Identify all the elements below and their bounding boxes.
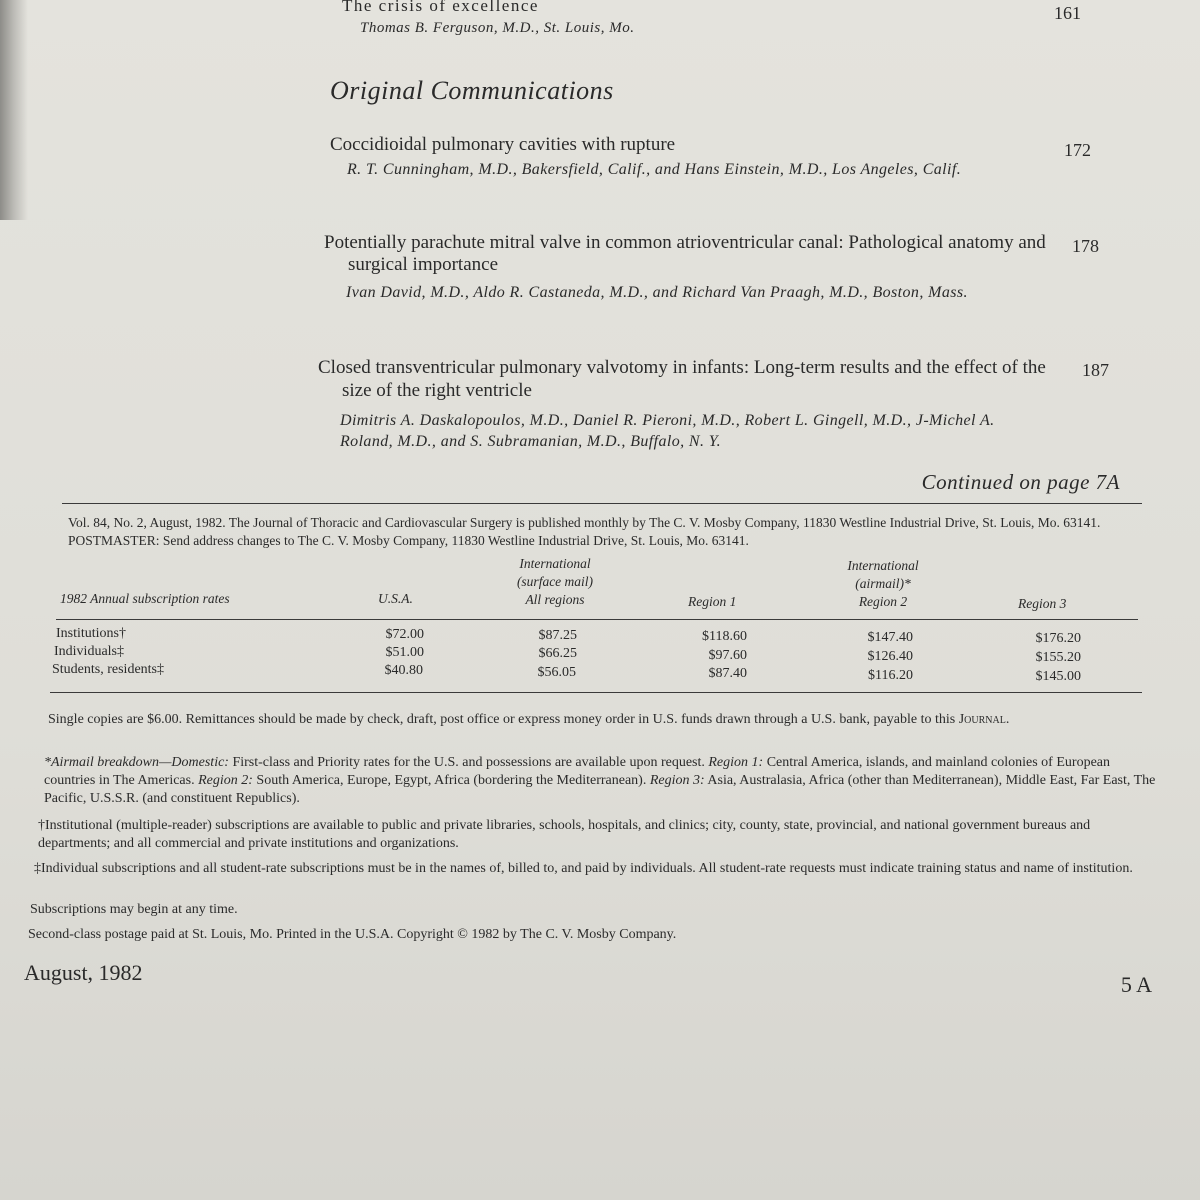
cell-region2: $126.40 bbox=[867, 649, 913, 664]
col-region3: Region 3 bbox=[1018, 596, 1067, 611]
table-bottom-rule bbox=[50, 692, 1142, 693]
col-intl-surface-line3: All regions bbox=[525, 592, 585, 607]
rates-caption: 1982 Annual subscription rates bbox=[60, 591, 230, 606]
article-2-authors: Ivan David, M.D., Aldo R. Castaneda, M.D., and Richard Van Praagh, M.D., Boston, Mass. bbox=[346, 284, 968, 301]
table-row-label: Institutions† bbox=[56, 626, 127, 641]
toc-top-page: 161 bbox=[1054, 3, 1081, 23]
section-heading: Original Communications bbox=[330, 76, 614, 105]
note-begin: Subscriptions may begin at any time. bbox=[30, 902, 238, 917]
article-2-title bbox=[324, 232, 1046, 276]
cell-usa: $72.00 bbox=[385, 627, 424, 642]
article-1-title: Coccidioidal pulmonary cavities with rupture bbox=[330, 134, 676, 155]
table-row-label: Individuals‡ bbox=[54, 644, 124, 659]
note-postage: Second-class postage paid at St. Louis, Mo. Printed in the U.S.A. Copyright © 1982 by The C. V. Mosby Company. bbox=[28, 927, 677, 942]
cell-region2: $147.40 bbox=[867, 630, 913, 645]
airmail-lead: *Airmail breakdown—Domestic: bbox=[44, 755, 229, 770]
article-2-page: 178 bbox=[1072, 236, 1099, 256]
page-edge-shadow bbox=[0, 0, 28, 220]
table-header-rule bbox=[56, 619, 1138, 620]
cell-region3: $155.20 bbox=[1035, 650, 1081, 665]
article-3-page: 187 bbox=[1082, 360, 1109, 380]
region1-label: Region 1: bbox=[708, 755, 764, 770]
single-copies-text: Single copies are $6.00. Remittances should be made by check, draft, post office or express money order in U.S. funds drawn through a U.S. bank, payable to this bbox=[48, 712, 956, 727]
article-2-title-text: Potentially parachute mitral valve in common atrioventricular canal: Pathological anatomy and surgical importance bbox=[324, 232, 1046, 275]
toc-top-title: The crisis of excellence bbox=[342, 0, 539, 15]
cell-region1: $87.40 bbox=[708, 666, 747, 681]
cell-region2: $116.20 bbox=[868, 668, 913, 683]
divider-top bbox=[62, 503, 1142, 504]
article-3-title-text: Closed transventricular pulmonary valvotomy in infants: Long-term results and the effect of the size of the right ventricle bbox=[318, 357, 1046, 401]
cell-surface: $66.25 bbox=[538, 646, 577, 661]
cell-surface: $87.25 bbox=[538, 628, 577, 643]
cell-region3: $176.20 bbox=[1035, 631, 1081, 646]
journal-word: Journal. bbox=[958, 712, 1010, 727]
cell-surface: $56.05 bbox=[537, 665, 576, 680]
footer-page-number: 5 A bbox=[1120, 972, 1152, 997]
cell-region3: $145.00 bbox=[1035, 669, 1081, 684]
col-intl-surface bbox=[490, 555, 620, 609]
col-intl-air-line1: International bbox=[847, 558, 919, 573]
airmail-text-d: Asia, Australasia, Africa (other than Mediterranean), Middle East, Far East, The Pacific, U.S.S.R. (and constituent Republics). bbox=[44, 773, 1156, 806]
col-intl-surface-line1: International bbox=[519, 556, 591, 571]
region2-label: Region 2: bbox=[198, 773, 253, 788]
article-1-authors: R. T. Cunningham, M.D., Bakersfield, Calif., and Hans Einstein, M.D., Los Angeles, Calif. bbox=[347, 161, 962, 178]
article-3-authors: Dimitris A. Daskalopoulos, M.D., Daniel R. Pieroni, M.D., Robert L. Gingell, M.D., J-Michel A. Roland, M.D., and S. Subramanian, M.D., Buffalo, N. Y. bbox=[340, 412, 995, 450]
cell-region1: $118.60 bbox=[702, 629, 747, 644]
note-airmail bbox=[44, 754, 1156, 808]
publication-info: Vol. 84, No. 2, August, 1982. The Journal of Thoracic and Cardiovascular Surgery is published monthly by The C. V. Mosby Company, 11830 Westline Industrial Drive, St. Louis, Mo. 63141. POSTMASTER: Send address changes to The C. V. Mosby Company, 11830 Westline Industrial Drive, St. Louis, Mo. 63141. bbox=[68, 515, 1101, 548]
article-1-page: 172 bbox=[1064, 140, 1091, 160]
article-3-title bbox=[318, 356, 1048, 402]
col-usa: U.S.A. bbox=[378, 591, 413, 606]
cell-region1: $97.60 bbox=[708, 648, 747, 663]
airmail-text-a: First-class and Priority rates for the U.S. and possessions are available upon request. bbox=[228, 755, 709, 770]
airmail-text-b: Central America, islands, and mainland colonies of European countries in The Americas. bbox=[44, 755, 1110, 788]
col-intl-air-line3: Region 2 bbox=[858, 594, 908, 609]
col-intl-air-line2: (airmail)* bbox=[855, 576, 911, 591]
table-row-label: Students, residents‡ bbox=[52, 662, 164, 677]
note-institutional: †Institutional (multiple-reader) subscriptions are available to public and private libraries, schools, hospitals, and clinics; city, county, state, provincial, and national government bureaus and departments; and all commercial and private institutions and organizations. bbox=[38, 818, 1091, 851]
cell-usa: $51.00 bbox=[385, 645, 424, 660]
col-intl-surface-line2: (surface mail) bbox=[516, 574, 594, 589]
continued-note: Continued on page 7A bbox=[921, 470, 1120, 494]
cell-usa: $40.80 bbox=[384, 663, 423, 678]
region3-label: Region 3: bbox=[649, 773, 705, 788]
note-individual: ‡Individual subscriptions and all student-rate subscriptions must be in the names of, billed to, and paid by individuals. All student-rate requests must indicate training status and name of institution. bbox=[34, 861, 1133, 876]
footer-date: August, 1982 bbox=[24, 960, 143, 985]
col-intl-air bbox=[818, 557, 948, 611]
airmail-text-c: South America, Europe, Egypt, Africa (bordering the Mediterranean). bbox=[252, 773, 650, 788]
note-single-copies bbox=[48, 711, 1156, 729]
col-region1: Region 1 bbox=[688, 594, 737, 609]
toc-top-author: Thomas B. Ferguson, M.D., St. Louis, Mo. bbox=[360, 20, 635, 36]
